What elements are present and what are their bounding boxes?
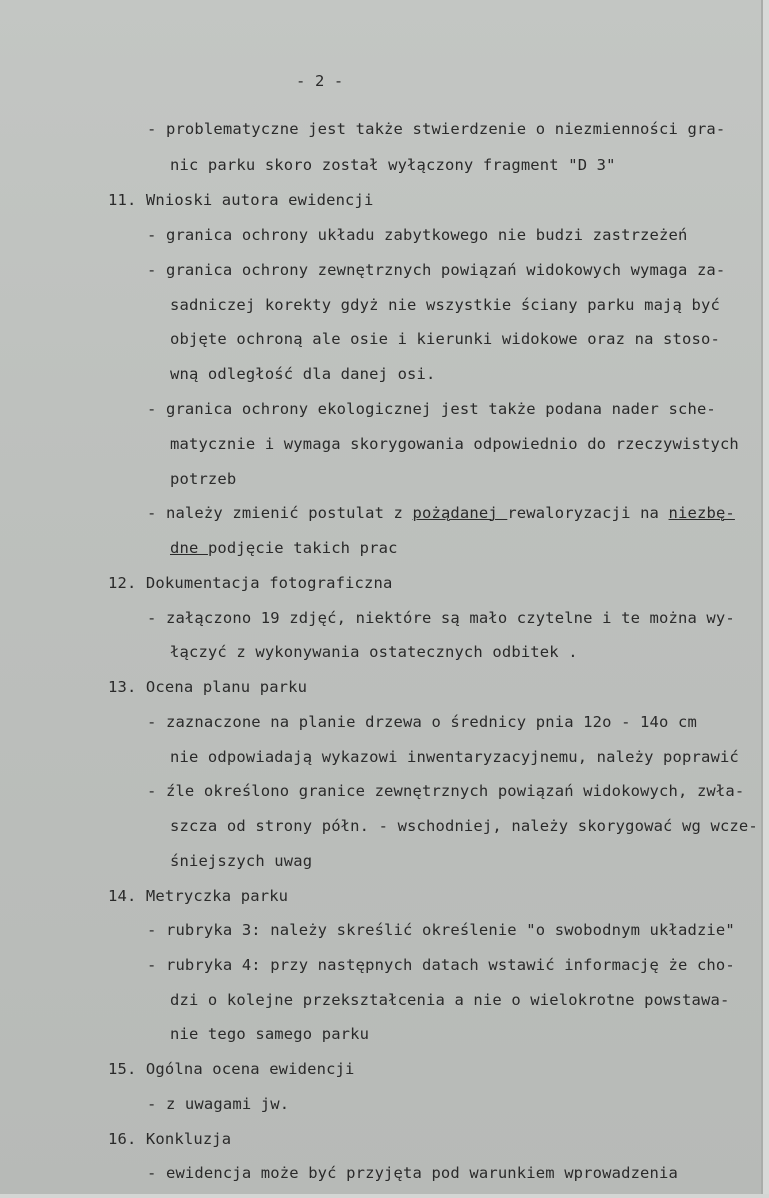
text-line: matycznie i wymaga skorygowania odpowiednio do rzeczywistych [170,435,739,453]
text-line: nic parku skoro został wyłączony fragment "D 3" [170,156,616,174]
page-number: - 2 - [296,72,344,90]
paper-edge [763,0,769,1198]
section-heading: 14. Metryczka parku [108,887,289,905]
text-line: - ewidencja może być przyjęta pod warunkiem wprowadzenia [147,1164,678,1182]
text-line: - rubryka 4: przy następnych datach wstawić informację że cho- [147,956,735,974]
section-heading: 11. Wnioski autora ewidencji [108,191,374,209]
section-heading: 16. Konkluzja [108,1130,232,1148]
text-line: potrzeb [170,470,237,488]
paper-bottom-edge [0,1194,769,1198]
text-line: - źle określono granice zewnętrznych powiązań widokowych, zwła- [147,782,745,800]
text-line: objęte ochroną ale osie i kierunki widokowe oraz na stoso- [170,330,720,348]
text-line: dne podjęcie takich prac [170,539,398,557]
text-line: - granica ochrony zewnętrznych powiązań widokowych wymaga za- [147,261,726,279]
text-line: - granica ochrony układu zabytkowego nie budzi zastrzeżeń [147,226,688,244]
text-line: sadniczej korekty gdyż nie wszystkie ściany parku mają być [170,296,720,314]
text-line: łączyć z wykonywania ostatecznych odbitek . [170,643,578,661]
text-line: nie odpowiadają wykazowi inwentaryzacyjnemu, należy poprawić [170,748,739,766]
text-line: - zaznaczone na planie drzewa o średnicy pnia 12o - 14o cm [147,713,697,731]
text-line: śniejszych uwag [170,852,313,870]
text-line: nie tego samego parku [170,1025,370,1043]
section-heading: 15. Ogólna ocena ewidencji [108,1060,355,1078]
text-line: szcza od strony półn. - wschodniej, należy skorygować wg wcze- [170,817,758,835]
text-line: - należy zmienić postulat z pożądanej rewaloryzacji na niezbę- [147,504,735,522]
text-line: - problematyczne jest także stwierdzenie o niezmienności gra- [147,120,726,138]
text-line: - granica ochrony ekologicznej jest także podana nader sche- [147,400,716,418]
text-line: - z uwagami jw. [147,1095,290,1113]
text-line: dzi o kolejne przekształcenia a nie o wielokrotne powstawa- [170,991,730,1009]
section-heading: 12. Dokumentacja fotograficzna [108,574,393,592]
text-line: wną odległość dla danej osi. [170,365,436,383]
section-heading: 13. Ocena planu parku [108,678,308,696]
text-line: - załączono 19 zdjęć, niektóre są mało czytelne i te można wy- [147,609,735,627]
text-line: - rubryka 3: należy skreślić określenie "o swobodnym układzie" [147,921,735,939]
